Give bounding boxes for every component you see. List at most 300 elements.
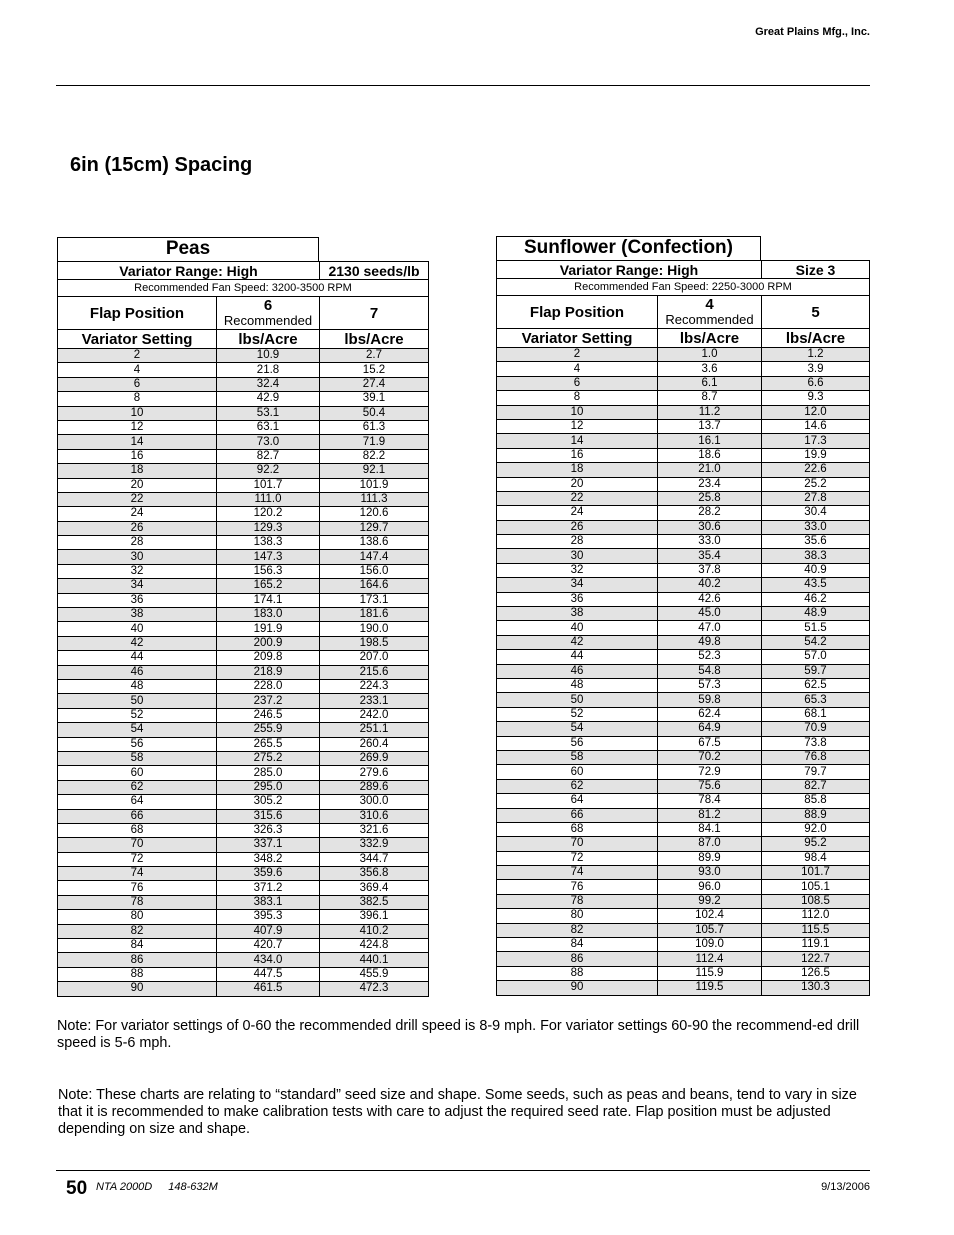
rate-a-cell: 10.9 [217,349,320,363]
document-id [96,1181,234,1193]
rate-b-cell: 33.0 [762,520,870,534]
table-row [497,419,870,433]
table-row [58,377,429,391]
rate-b-cell: 12.0 [762,405,870,419]
rate-a-cell: 99.2 [658,894,762,908]
rate-a-cell: 35.4 [658,549,762,563]
variator-setting-cell: 30 [58,550,217,564]
rate-a-cell: 111.0 [217,492,320,506]
table-row [497,822,870,836]
variator-setting-cell: 8 [497,391,658,405]
part-number: 148-632M [168,1181,218,1193]
variator-setting-cell: 82 [58,924,217,938]
table-row [497,837,870,851]
variator-setting-cell: 62 [497,779,658,793]
rate-b-cell: 19.9 [762,448,870,462]
variator-setting-cell: 50 [58,694,217,708]
rate-a-cell: 47.0 [658,621,762,635]
variator-setting-cell: 16 [58,449,217,463]
table-row [497,348,870,362]
rate-a-cell: 32.4 [217,377,320,391]
rate-a-cell: 82.7 [217,449,320,463]
table-row [58,982,429,996]
rate-b-cell: 6.6 [762,376,870,390]
rate-a-cell: 129.3 [217,521,320,535]
rate-a-cell: 156.3 [217,564,320,578]
peas-flap-recommended [217,297,320,330]
rate-a-cell: 191.9 [217,622,320,636]
rate-b-cell: 119.1 [762,938,870,952]
rate-b-cell: 332.9 [320,838,429,852]
rate-a-cell: 105.7 [658,923,762,937]
table-row [497,434,870,448]
variator-setting-cell: 56 [497,736,658,750]
rate-b-cell: 22.6 [762,463,870,477]
rate-b-cell: 73.8 [762,736,870,750]
sunflower-table-body [497,261,870,996]
table-row [58,651,429,665]
table-row [58,881,429,895]
variator-setting-cell: 28 [58,536,217,550]
rate-b-cell: 51.5 [762,621,870,635]
rate-a-cell: 265.5 [217,737,320,751]
table-row [58,636,429,650]
rate-b-cell: 71.9 [320,435,429,449]
table-row [58,867,429,881]
variator-setting-cell: 84 [58,939,217,953]
variator-setting-cell: 46 [497,664,658,678]
rate-a-cell: 420.7 [217,939,320,953]
variator-setting-cell: 52 [58,708,217,722]
rate-b-cell: 105.1 [762,880,870,894]
rate-a-cell: 138.3 [217,536,320,550]
variator-setting-cell: 44 [497,650,658,664]
rate-b-cell: 321.6 [320,823,429,837]
rate-b-cell: 198.5 [320,636,429,650]
peas-col-b: lbs/Acre [320,330,429,349]
rate-b-cell: 57.0 [762,650,870,664]
rate-b-cell: 46.2 [762,592,870,606]
rate-a-cell: 237.2 [217,694,320,708]
rate-b-cell: 30.4 [762,506,870,520]
table-row [58,895,429,909]
table-row [497,894,870,908]
peas-variator-range: Variator Range: High [58,262,320,280]
rate-a-cell: 30.6 [658,520,762,534]
peas-table [57,261,429,997]
rate-b-cell: 3.9 [762,362,870,376]
variator-setting-cell: 82 [497,923,658,937]
rate-a-cell: 383.1 [217,895,320,909]
rate-b-cell: 173.1 [320,593,429,607]
rate-a-cell: 63.1 [217,420,320,434]
table-row [497,650,870,664]
table-row [58,679,429,693]
variator-setting-cell: 34 [58,579,217,593]
rate-b-cell: 396.1 [320,910,429,924]
rate-a-cell: 57.3 [658,678,762,692]
rate-a-cell: 295.0 [217,780,320,794]
variator-setting-cell: 64 [497,794,658,808]
rate-a-cell: 96.0 [658,880,762,894]
rate-b-cell: 101.7 [762,866,870,880]
variator-setting-cell: 36 [58,593,217,607]
variator-setting-cell: 24 [497,506,658,520]
rate-b-cell: 68.1 [762,707,870,721]
peas-fan-speed: Recommended Fan Speed: 3200-3500 RPM [58,280,429,297]
table-row [497,794,870,808]
rate-b-cell: 289.6 [320,780,429,794]
peas-title: Peas [57,237,319,261]
variator-setting-cell: 84 [497,938,658,952]
rate-b-cell: 190.0 [320,622,429,636]
table-row [497,981,870,995]
table-row [58,392,429,406]
rate-b-cell: 88.9 [762,808,870,822]
variator-setting-cell: 12 [497,419,658,433]
variator-setting-cell: 10 [58,406,217,420]
variator-setting-cell: 26 [58,521,217,535]
table-row [497,477,870,491]
rate-b-cell: 1.2 [762,348,870,362]
sunflower-col-a: lbs/Acre [658,329,762,348]
variator-setting-cell: 30 [497,549,658,563]
variator-setting-cell: 12 [58,420,217,434]
table-row [58,766,429,780]
rate-b-cell: 126.5 [762,966,870,980]
rate-b-cell: 156.0 [320,564,429,578]
rate-a-cell: 112.4 [658,952,762,966]
rate-a-cell: 115.9 [658,966,762,980]
rate-a-cell: 53.1 [217,406,320,420]
rate-a-cell: 33.0 [658,535,762,549]
rate-b-cell: 76.8 [762,750,870,764]
rate-a-cell: 42.6 [658,592,762,606]
variator-setting-cell: 34 [497,578,658,592]
variator-setting-cell: 4 [497,362,658,376]
rate-a-cell: 25.8 [658,491,762,505]
rate-a-cell: 13.7 [658,419,762,433]
variator-setting-cell: 66 [497,808,658,822]
rate-a-cell: 228.0 [217,679,320,693]
peas-seeds-per-lb: 2130 seeds/lb [320,262,429,280]
rate-a-cell: 42.9 [217,392,320,406]
variator-setting-cell: 26 [497,520,658,534]
rate-b-cell: 27.4 [320,377,429,391]
rate-a-cell: 200.9 [217,636,320,650]
rate-a-cell: 1.0 [658,348,762,362]
rate-b-cell: 50.4 [320,406,429,420]
variator-setting-cell: 54 [58,723,217,737]
rate-a-cell: 275.2 [217,751,320,765]
rate-a-cell: 434.0 [217,953,320,967]
rate-b-cell: 224.3 [320,679,429,693]
rate-b-cell: 48.9 [762,607,870,621]
rate-a-cell: 40.2 [658,578,762,592]
table-row [497,592,870,606]
variator-setting-cell: 58 [497,750,658,764]
rate-a-cell: 28.2 [658,506,762,520]
rate-a-cell: 37.8 [658,563,762,577]
rate-a-cell: 209.8 [217,651,320,665]
sunflower-flap-label: Flap Position [497,296,658,329]
table-row [497,563,870,577]
rate-b-cell: 147.4 [320,550,429,564]
model-name: NTA 2000D [96,1181,153,1193]
peas-table-body [58,262,429,997]
rate-a-cell: 337.1 [217,838,320,852]
sunflower-variator-range: Variator Range: High [497,261,762,279]
table-row [58,723,429,737]
rate-a-cell: 395.3 [217,910,320,924]
table-row [497,938,870,952]
variator-setting-cell: 18 [58,464,217,478]
rate-a-cell: 64.9 [658,722,762,736]
variator-setting-cell: 48 [58,679,217,693]
rate-a-cell: 147.3 [217,550,320,564]
rate-b-cell: 424.8 [320,939,429,953]
rate-a-cell: 305.2 [217,795,320,809]
variator-setting-cell: 6 [58,377,217,391]
variator-setting-cell: 32 [58,564,217,578]
rate-a-cell: 89.9 [658,851,762,865]
variator-setting-cell: 90 [58,982,217,996]
table-row [58,492,429,506]
table-row [497,779,870,793]
table-row [58,521,429,535]
variator-setting-cell: 78 [497,894,658,908]
table-row [58,608,429,622]
variator-setting-cell: 44 [58,651,217,665]
rate-b-cell: 269.9 [320,751,429,765]
rate-b-cell: 40.9 [762,563,870,577]
rate-a-cell: 72.9 [658,765,762,779]
variator-setting-cell: 54 [497,722,658,736]
sunflower-rate-table [496,236,869,996]
rate-b-cell: 251.1 [320,723,429,737]
peas-flap-b: 7 [320,297,429,330]
rate-b-cell: 35.6 [762,535,870,549]
rate-a-cell: 359.6 [217,867,320,881]
rate-b-cell: 215.6 [320,665,429,679]
table-row [58,924,429,938]
sunflower-fan-speed: Recommended Fan Speed: 2250-3000 RPM [497,279,870,296]
rate-b-cell: 92.1 [320,464,429,478]
table-row [497,693,870,707]
rate-b-cell: 95.2 [762,837,870,851]
rate-b-cell: 65.3 [762,693,870,707]
table-row [497,463,870,477]
sunflower-flap-a-note: Recommended [665,311,754,327]
rate-a-cell: 3.6 [658,362,762,376]
rate-b-cell: 356.8 [320,867,429,881]
rate-a-cell: 45.0 [658,607,762,621]
rate-b-cell: 15.2 [320,363,429,377]
variator-setting-cell: 70 [497,837,658,851]
variator-setting-cell: 2 [497,348,658,362]
rate-a-cell: 11.2 [658,405,762,419]
variator-setting-cell: 38 [497,607,658,621]
table-row [497,535,870,549]
table-row [58,406,429,420]
rate-a-cell: 21.0 [658,463,762,477]
table-row [58,795,429,809]
rate-b-cell: 344.7 [320,852,429,866]
variator-setting-cell: 60 [497,765,658,779]
rate-a-cell: 218.9 [217,665,320,679]
variator-setting-cell: 74 [58,867,217,881]
variator-setting-cell: 38 [58,608,217,622]
table-row [497,506,870,520]
table-row [497,678,870,692]
peas-flap-a: 6 [263,296,273,314]
table-row [497,923,870,937]
rate-b-cell: 207.0 [320,651,429,665]
rate-b-cell: 38.3 [762,549,870,563]
rate-a-cell: 246.5 [217,708,320,722]
table-row [58,550,429,564]
table-row [58,464,429,478]
table-row [497,362,870,376]
rate-b-cell: 260.4 [320,737,429,751]
table-row [497,866,870,880]
table-row [497,635,870,649]
sunflower-title: Sunflower (Confection) [496,236,761,260]
table-row [58,593,429,607]
variator-setting-cell: 72 [58,852,217,866]
variator-setting-cell: 64 [58,795,217,809]
peas-col-setting: Variator Setting [58,330,217,349]
rate-b-cell: 82.2 [320,449,429,463]
table-row [497,736,870,750]
rate-b-cell: 111.3 [320,492,429,506]
rate-b-cell: 9.3 [762,391,870,405]
variator-setting-cell: 2 [58,349,217,363]
rate-b-cell: 472.3 [320,982,429,996]
table-row [497,952,870,966]
rate-a-cell: 62.4 [658,707,762,721]
variator-setting-cell: 68 [497,822,658,836]
variator-setting-cell: 80 [58,910,217,924]
header-divider [56,85,870,86]
rate-a-cell: 92.2 [217,464,320,478]
table-row [497,520,870,534]
variator-setting-cell: 72 [497,851,658,865]
rate-b-cell: 233.1 [320,694,429,708]
table-row [58,420,429,434]
variator-setting-cell: 10 [497,405,658,419]
table-row [58,622,429,636]
variator-setting-cell: 48 [497,678,658,692]
table-row [497,448,870,462]
sunflower-flap-b: 5 [762,296,870,329]
rate-a-cell: 109.0 [658,938,762,952]
table-row [58,507,429,521]
rate-a-cell: 174.1 [217,593,320,607]
table-row [58,838,429,852]
table-row [58,435,429,449]
rate-b-cell: 17.3 [762,434,870,448]
table-row [58,349,429,363]
rate-b-cell: 440.1 [320,953,429,967]
rate-b-cell: 369.4 [320,881,429,895]
variator-setting-cell: 18 [497,463,658,477]
rate-a-cell: 84.1 [658,822,762,836]
variator-setting-cell: 20 [58,478,217,492]
rate-a-cell: 461.5 [217,982,320,996]
table-row [497,808,870,822]
rate-a-cell: 70.2 [658,750,762,764]
table-row [497,549,870,563]
variator-setting-cell: 14 [497,434,658,448]
variator-setting-cell: 50 [497,693,658,707]
rate-b-cell: 115.5 [762,923,870,937]
table-row [58,780,429,794]
table-row [58,953,429,967]
table-row [497,376,870,390]
variator-setting-cell: 78 [58,895,217,909]
rate-a-cell: 52.3 [658,650,762,664]
variator-setting-cell: 90 [497,981,658,995]
rate-b-cell: 455.9 [320,967,429,981]
variator-setting-cell: 88 [497,966,658,980]
variator-setting-cell: 62 [58,780,217,794]
variator-setting-cell: 52 [497,707,658,721]
table-row [58,579,429,593]
variator-setting-cell: 86 [58,953,217,967]
variator-setting-cell: 42 [58,636,217,650]
table-row [497,765,870,779]
company-name: Great Plains Mfg., Inc. [755,26,870,38]
rate-b-cell: 279.6 [320,766,429,780]
table-row [58,564,429,578]
footer-divider [56,1170,870,1171]
rate-a-cell: 49.8 [658,635,762,649]
variator-setting-cell: 40 [497,621,658,635]
rate-a-cell: 326.3 [217,823,320,837]
peas-flap-a-note: Recommended [223,312,313,328]
table-row [497,880,870,894]
section-title: 6in (15cm) Spacing [70,154,253,176]
rate-b-cell: 82.7 [762,779,870,793]
rate-a-cell: 407.9 [217,924,320,938]
table-row [58,939,429,953]
sunflower-col-b: lbs/Acre [762,329,870,348]
rate-b-cell: 382.5 [320,895,429,909]
variator-setting-cell: 4 [58,363,217,377]
table-row [58,478,429,492]
rate-a-cell: 78.4 [658,794,762,808]
table-row [497,621,870,635]
variator-setting-cell: 68 [58,823,217,837]
rate-b-cell: 85.8 [762,794,870,808]
sunflower-flap-recommended [658,296,762,329]
table-row [497,491,870,505]
table-row [497,607,870,621]
variator-setting-cell: 70 [58,838,217,852]
rate-b-cell: 130.3 [762,981,870,995]
page-number: 50 [66,1178,88,1199]
rate-b-cell: 39.1 [320,392,429,406]
table-row [497,722,870,736]
rate-b-cell: 101.9 [320,478,429,492]
rate-b-cell: 310.6 [320,809,429,823]
rate-a-cell: 119.5 [658,981,762,995]
rate-a-cell: 18.6 [658,448,762,462]
rate-a-cell: 102.4 [658,909,762,923]
rate-b-cell: 70.9 [762,722,870,736]
table-row [58,536,429,550]
